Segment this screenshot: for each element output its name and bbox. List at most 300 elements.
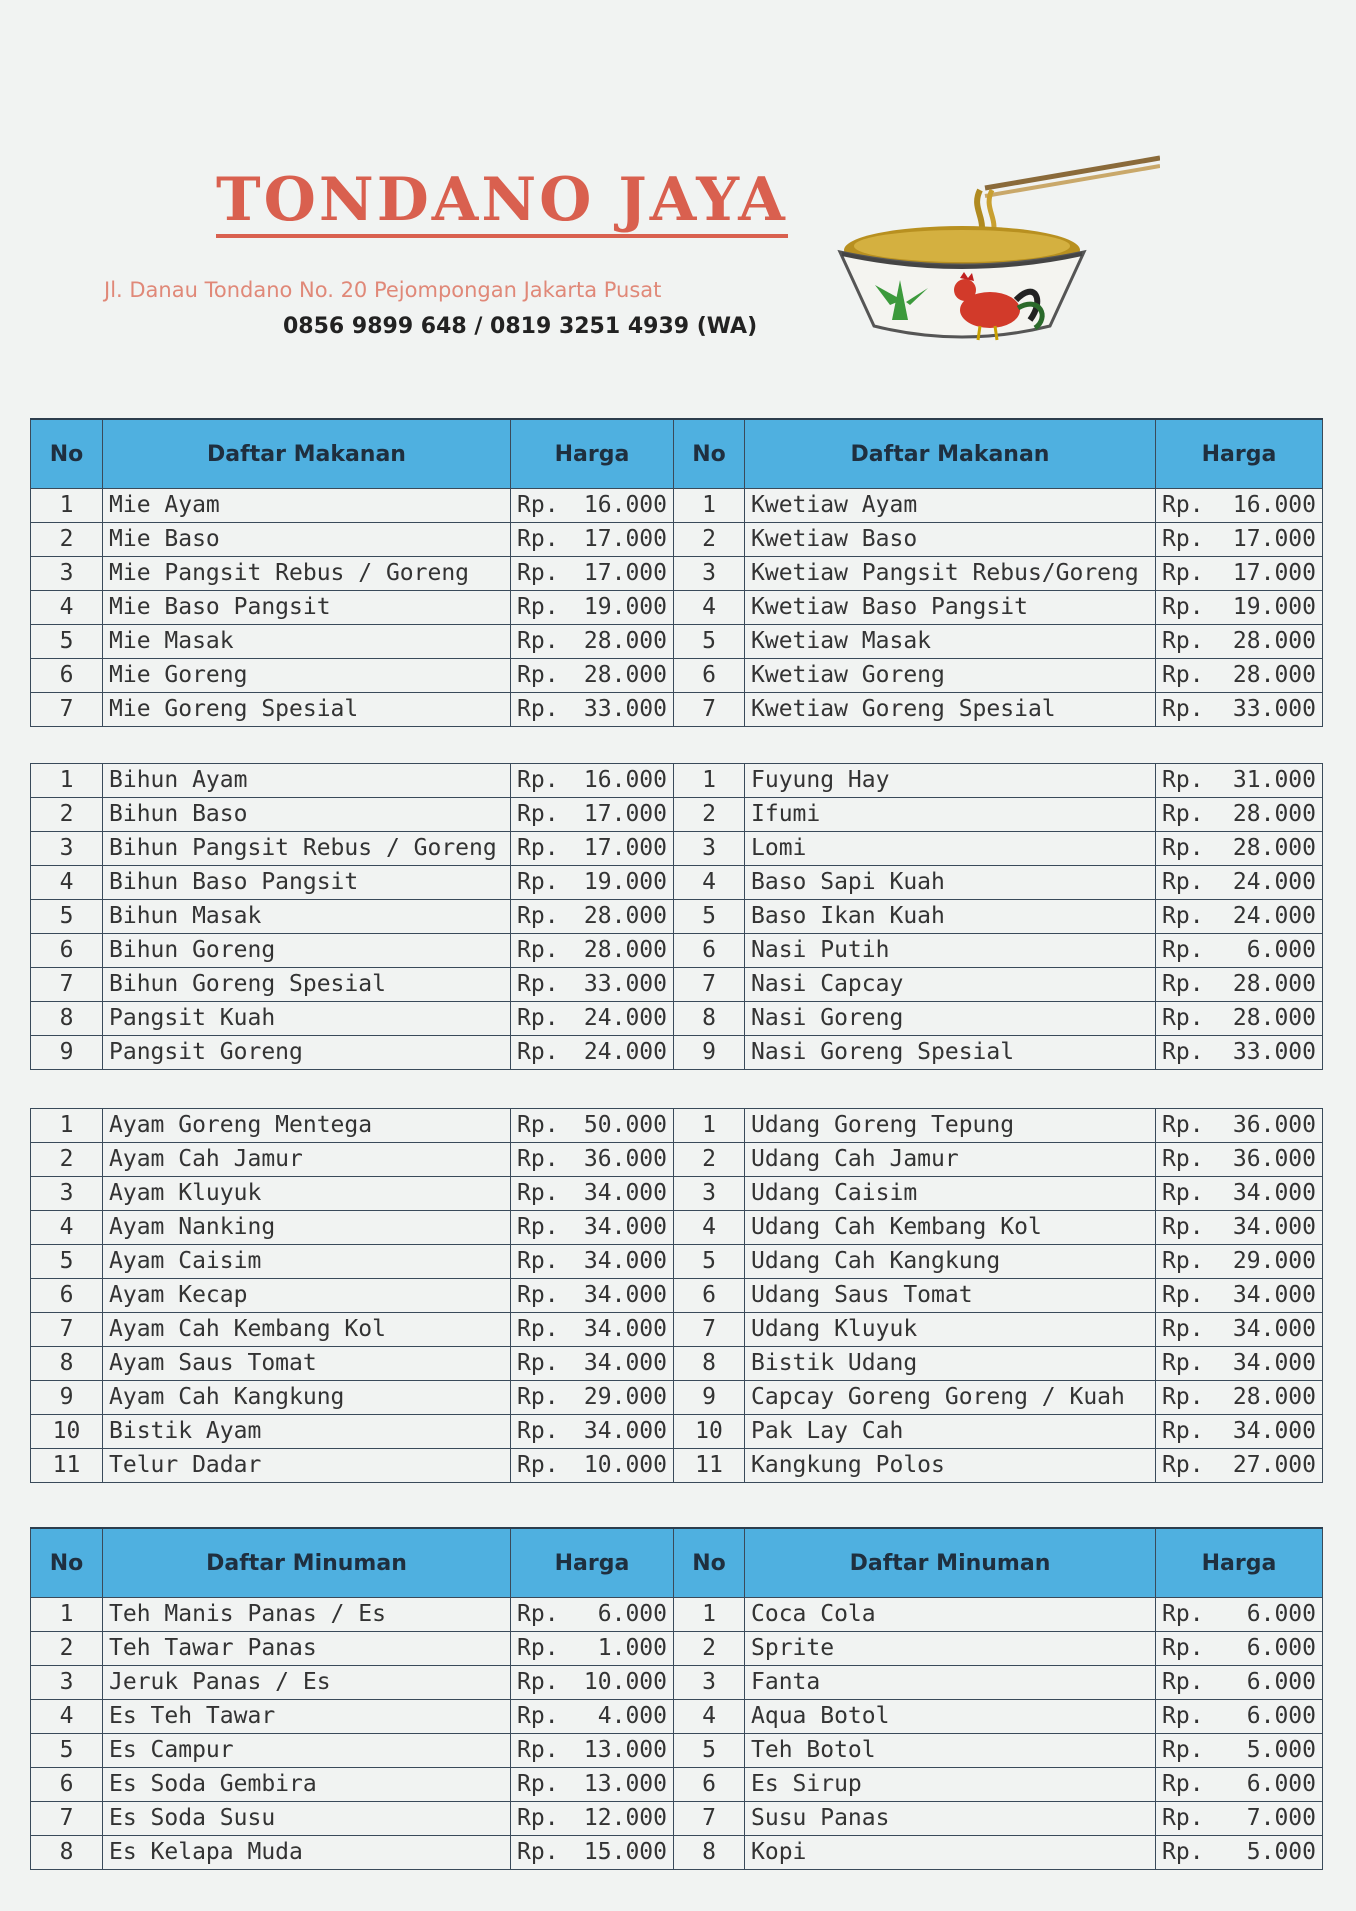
item-name: Kopi [745,1836,1156,1870]
item-price-cell [511,1036,674,1070]
item-name: Nasi Capcay [745,968,1156,1002]
item-name: Es Kelapa Muda [103,1836,511,1870]
item-price: 36.000 [583,1146,667,1172]
item-price-cell [1156,1279,1323,1313]
item-name: Jeruk Panas / Es [103,1666,511,1700]
item-price: 28.000 [1232,801,1316,827]
currency-label: Rp. [517,835,559,861]
currency-label: Rp. [1162,801,1204,827]
item-price: 19.000 [583,869,667,895]
price-wrap [1162,1211,1316,1244]
item-name: Kwetiaw Baso [745,523,1156,557]
currency-label: Rp. [1162,1039,1204,1065]
item-number: 9 [31,1036,103,1070]
menu-table-with-header [30,1527,1323,1870]
currency-label: Rp. [1162,1180,1204,1206]
table-row [31,1143,1323,1177]
currency-label: Rp. [1162,1805,1204,1831]
item-price: 34.000 [1232,1282,1316,1308]
item-name: Ayam Cah Kangkung [103,1381,511,1415]
item-name: Ayam Cah Jamur [103,1143,511,1177]
item-price: 27.000 [1232,1452,1316,1478]
item-number: 2 [674,523,745,557]
item-name: Fuyung Hay [745,764,1156,798]
currency-label: Rp. [517,1316,559,1342]
table-row [31,1768,1323,1802]
table-row [31,832,1323,866]
restaurant-phone: 0856 9899 648 / 0819 3251 4939 (WA) [283,314,758,339]
item-number: 5 [31,900,103,934]
currency-label: Rp. [1162,1635,1204,1661]
item-name: Ayam Caisim [103,1245,511,1279]
item-price-cell [1156,1802,1323,1836]
item-name: Mie Baso [103,523,511,557]
item-number: 6 [674,659,745,693]
item-price-cell [511,1802,674,1836]
item-number: 5 [31,1245,103,1279]
price-wrap [1162,1245,1316,1278]
column-header-price: Harga [511,1528,674,1598]
price-wrap [517,1836,667,1869]
item-name: Bihun Ayam [103,764,511,798]
table-row [31,1347,1323,1381]
item-price-cell [511,1768,674,1802]
item-price-cell [1156,1109,1323,1143]
currency-label: Rp. [1162,767,1204,793]
item-number: 7 [31,968,103,1002]
item-number: 4 [31,591,103,625]
item-price-cell [1156,968,1323,1002]
item-price-cell [511,1279,674,1313]
column-header-name: Daftar Makanan [103,419,511,489]
price-wrap [517,1415,667,1448]
table-row [31,1666,1323,1700]
price-wrap [1162,489,1316,522]
item-number: 8 [674,1836,745,1870]
item-number: 7 [31,693,103,727]
item-price-cell [1156,1381,1323,1415]
item-price-cell [511,1177,674,1211]
item-price: 6.000 [1246,1703,1316,1729]
table-row [31,1036,1323,1070]
table-row [31,1313,1323,1347]
currency-label: Rp. [517,1669,559,1695]
item-price-cell [511,1347,674,1381]
menu-table [30,1108,1323,1483]
item-name: Baso Ikan Kuah [745,900,1156,934]
currency-label: Rp. [517,801,559,827]
item-price: 17.000 [1232,560,1316,586]
price-wrap [1162,1177,1316,1210]
price-wrap [517,900,667,933]
price-wrap [517,832,667,865]
table-row [31,1836,1323,1870]
price-wrap [1162,591,1316,624]
table-row [31,557,1323,591]
item-price: 6.000 [1246,1601,1316,1627]
item-number: 2 [31,798,103,832]
item-name: Mie Ayam [103,489,511,523]
currency-label: Rp. [1162,1418,1204,1444]
item-name: Ayam Nanking [103,1211,511,1245]
table-row [31,1802,1323,1836]
item-price-cell [1156,1036,1323,1070]
currency-label: Rp. [1162,628,1204,654]
item-price-cell [511,659,674,693]
currency-label: Rp. [517,1452,559,1478]
item-name: Ayam Kecap [103,1279,511,1313]
item-price-cell [1156,1347,1323,1381]
table-header-row [31,419,1323,489]
item-price: 31.000 [1232,767,1316,793]
item-price: 16.000 [583,492,667,518]
item-name: Nasi Goreng Spesial [745,1036,1156,1070]
price-wrap [517,1449,667,1482]
item-price-cell [1156,764,1323,798]
item-price-cell [1156,1177,1323,1211]
item-price-cell [1156,1598,1323,1632]
item-number: 8 [31,1347,103,1381]
table-row [31,1109,1323,1143]
item-name: Mie Goreng Spesial [103,693,511,727]
table-row [31,1632,1323,1666]
item-price: 34.000 [583,1350,667,1376]
item-price-cell [1156,1415,1323,1449]
menu-table-with-header [30,418,1323,727]
item-price: 1.000 [597,1635,667,1661]
item-price-cell [1156,900,1323,934]
item-number: 4 [674,1211,745,1245]
currency-label: Rp. [517,1418,559,1444]
item-name: Pangsit Goreng [103,1036,511,1070]
item-name: Bihun Baso Pangsit [103,866,511,900]
item-price-cell [511,1002,674,1036]
item-price: 34.000 [583,1282,667,1308]
price-wrap [517,1347,667,1380]
currency-label: Rp. [517,628,559,654]
column-header-no: No [31,419,103,489]
item-number: 7 [674,693,745,727]
item-number: 6 [31,659,103,693]
price-wrap [517,1036,667,1069]
item-price: 33.000 [583,971,667,997]
item-price-cell [1156,523,1323,557]
price-wrap [1162,900,1316,933]
item-name: Ayam Cah Kembang Kol [103,1313,511,1347]
price-wrap [1162,934,1316,967]
item-price: 17.000 [583,560,667,586]
item-name: Udang Cah Kangkung [745,1245,1156,1279]
item-name: Udang Cah Kembang Kol [745,1211,1156,1245]
item-price: 28.000 [1232,1384,1316,1410]
item-price: 6.000 [597,1601,667,1627]
currency-label: Rp. [1162,560,1204,586]
item-price: 19.000 [1232,594,1316,620]
item-price: 28.000 [1232,1005,1316,1031]
currency-label: Rp. [517,1112,559,1138]
price-wrap [517,1245,667,1278]
item-name: Mie Goreng [103,659,511,693]
item-number: 4 [674,591,745,625]
item-name: Nasi Goreng [745,1002,1156,1036]
item-price-cell [1156,934,1323,968]
price-wrap [1162,1279,1316,1312]
currency-label: Rp. [517,903,559,929]
currency-label: Rp. [1162,492,1204,518]
item-number: 2 [674,1632,745,1666]
price-wrap [1162,1109,1316,1142]
item-price: 7.000 [1246,1805,1316,1831]
item-price-cell [511,1313,674,1347]
price-wrap [1162,1836,1316,1869]
item-price-cell [511,1598,674,1632]
item-price: 15.000 [583,1839,667,1865]
table-row [31,900,1323,934]
table-header-row [31,1528,1323,1598]
currency-label: Rp. [517,1248,559,1274]
item-price-cell [1156,1666,1323,1700]
table-row [31,693,1323,727]
item-number: 2 [674,798,745,832]
price-wrap [1162,1632,1316,1665]
item-price-cell [511,1143,674,1177]
price-wrap [517,1700,667,1733]
item-price: 6.000 [1246,1771,1316,1797]
item-name: Es Campur [103,1734,511,1768]
price-wrap [517,1768,667,1801]
item-price: 13.000 [583,1737,667,1763]
item-name: Kwetiaw Pangsit Rebus/Goreng [745,557,1156,591]
price-wrap [1162,798,1316,831]
item-name: Telur Dadar [103,1449,511,1483]
item-number: 5 [31,625,103,659]
currency-label: Rp. [1162,971,1204,997]
item-name: Fanta [745,1666,1156,1700]
item-name: Bihun Goreng [103,934,511,968]
item-name: Kwetiaw Goreng [745,659,1156,693]
price-wrap [1162,1036,1316,1069]
item-price: 36.000 [1232,1146,1316,1172]
price-wrap [1162,1449,1316,1482]
item-number: 5 [674,625,745,659]
item-number: 1 [674,1598,745,1632]
item-number: 10 [31,1415,103,1449]
price-wrap [517,1802,667,1835]
item-number: 6 [31,934,103,968]
price-wrap [1162,1700,1316,1733]
currency-label: Rp. [517,1005,559,1031]
item-price-cell [511,1381,674,1415]
item-name: Udang Cah Jamur [745,1143,1156,1177]
item-price-cell [511,1211,674,1245]
item-number: 7 [674,1313,745,1347]
price-wrap [1162,557,1316,590]
item-number: 5 [674,1245,745,1279]
item-number: 3 [31,1666,103,1700]
item-price: 13.000 [583,1771,667,1797]
item-name: Udang Kluyuk [745,1313,1156,1347]
currency-label: Rp. [1162,903,1204,929]
column-header-name: Daftar Minuman [745,1528,1156,1598]
item-name: Bistik Ayam [103,1415,511,1449]
currency-label: Rp. [517,594,559,620]
table-row [31,1177,1323,1211]
item-price: 17.000 [1232,526,1316,552]
item-price-cell [1156,1211,1323,1245]
currency-label: Rp. [1162,594,1204,620]
item-price: 50.000 [583,1112,667,1138]
item-name: Capcay Goreng Goreng / Kuah [745,1381,1156,1415]
item-number: 3 [31,557,103,591]
currency-label: Rp. [1162,1601,1204,1627]
item-price: 34.000 [583,1248,667,1274]
restaurant-address: Jl. Danau Tondano No. 20 Pejompongan Jakarta Pusat [104,278,662,302]
item-number: 8 [674,1002,745,1036]
item-price-cell [511,832,674,866]
item-price: 28.000 [583,937,667,963]
item-number: 6 [674,1279,745,1313]
item-price-cell [511,625,674,659]
currency-label: Rp. [517,1350,559,1376]
price-wrap [1162,866,1316,899]
item-number: 9 [31,1381,103,1415]
price-wrap [517,1143,667,1176]
currency-label: Rp. [1162,1669,1204,1695]
currency-label: Rp. [517,492,559,518]
item-price-cell [1156,1449,1323,1483]
table-row [31,866,1323,900]
item-name: Kangkung Polos [745,1449,1156,1483]
item-name: Bihun Pangsit Rebus / Goreng [103,832,511,866]
item-price: 4.000 [597,1703,667,1729]
item-number: 6 [31,1768,103,1802]
price-wrap [517,1632,667,1665]
item-number: 7 [674,968,745,1002]
item-price: 17.000 [583,801,667,827]
item-number: 5 [674,1734,745,1768]
price-wrap [517,1598,667,1631]
item-number: 4 [31,1700,103,1734]
item-price-cell [1156,489,1323,523]
item-price: 19.000 [583,594,667,620]
currency-label: Rp. [517,1805,559,1831]
item-price-cell [1156,1632,1323,1666]
item-name: Bihun Baso [103,798,511,832]
price-wrap [1162,1347,1316,1380]
item-number: 3 [674,557,745,591]
item-number: 11 [31,1449,103,1483]
item-number: 1 [31,764,103,798]
item-price-cell [511,798,674,832]
item-number: 9 [674,1381,745,1415]
item-name: Kwetiaw Baso Pangsit [745,591,1156,625]
price-wrap [1162,1802,1316,1835]
price-wrap [1162,523,1316,556]
item-number: 1 [674,1109,745,1143]
currency-label: Rp. [1162,1703,1204,1729]
item-name: Es Soda Susu [103,1802,511,1836]
price-wrap [1162,1381,1316,1414]
table-row [31,1381,1323,1415]
price-wrap [1162,832,1316,865]
price-wrap [1162,1666,1316,1699]
item-price-cell [1156,798,1323,832]
price-wrap [1162,1598,1316,1631]
item-number: 7 [674,1802,745,1836]
currency-label: Rp. [517,767,559,793]
item-price-cell [511,1700,674,1734]
item-price-cell [1156,591,1323,625]
item-price: 5.000 [1246,1839,1316,1865]
item-price: 34.000 [583,1180,667,1206]
item-number: 6 [674,934,745,968]
price-wrap [1162,693,1316,726]
table-row [31,591,1323,625]
item-price: 28.000 [583,903,667,929]
item-number: 4 [674,866,745,900]
item-number: 4 [31,1211,103,1245]
table-row [31,798,1323,832]
item-price-cell [511,764,674,798]
item-price-cell [1156,1245,1323,1279]
item-name: Mie Baso Pangsit [103,591,511,625]
item-number: 2 [31,523,103,557]
item-name: Es Sirup [745,1768,1156,1802]
currency-label: Rp. [1162,1350,1204,1376]
item-name: Bihun Goreng Spesial [103,968,511,1002]
item-price: 28.000 [1232,971,1316,997]
item-number: 4 [674,1700,745,1734]
item-price: 24.000 [1232,869,1316,895]
item-price-cell [511,591,674,625]
item-price: 6.000 [1246,1669,1316,1695]
item-price: 28.000 [1232,835,1316,861]
price-wrap [517,625,667,658]
price-wrap [517,1734,667,1767]
item-number: 8 [31,1836,103,1870]
table-row [31,659,1323,693]
item-price: 28.000 [1232,628,1316,654]
table-row [31,1415,1323,1449]
item-price: 28.000 [583,628,667,654]
table-row [31,1279,1323,1313]
currency-label: Rp. [1162,1316,1204,1342]
restaurant-name: TONDANO JAYA [216,168,788,238]
item-price-cell [511,968,674,1002]
price-wrap [1162,1002,1316,1035]
item-number: 1 [674,764,745,798]
item-number: 3 [31,832,103,866]
item-price: 33.000 [1232,696,1316,722]
item-price-cell [511,900,674,934]
item-price-cell [1156,1700,1323,1734]
item-number: 2 [31,1632,103,1666]
price-wrap [517,934,667,967]
item-number: 3 [31,1177,103,1211]
currency-label: Rp. [1162,835,1204,861]
price-wrap [517,1313,667,1346]
price-wrap [517,1666,667,1699]
table-row [31,523,1323,557]
price-wrap [517,659,667,692]
item-price: 24.000 [583,1039,667,1065]
currency-label: Rp. [517,1214,559,1240]
price-wrap [517,1279,667,1312]
item-name: Udang Goreng Tepung [745,1109,1156,1143]
price-wrap [1162,1768,1316,1801]
item-price: 34.000 [583,1316,667,1342]
table-row [31,968,1323,1002]
